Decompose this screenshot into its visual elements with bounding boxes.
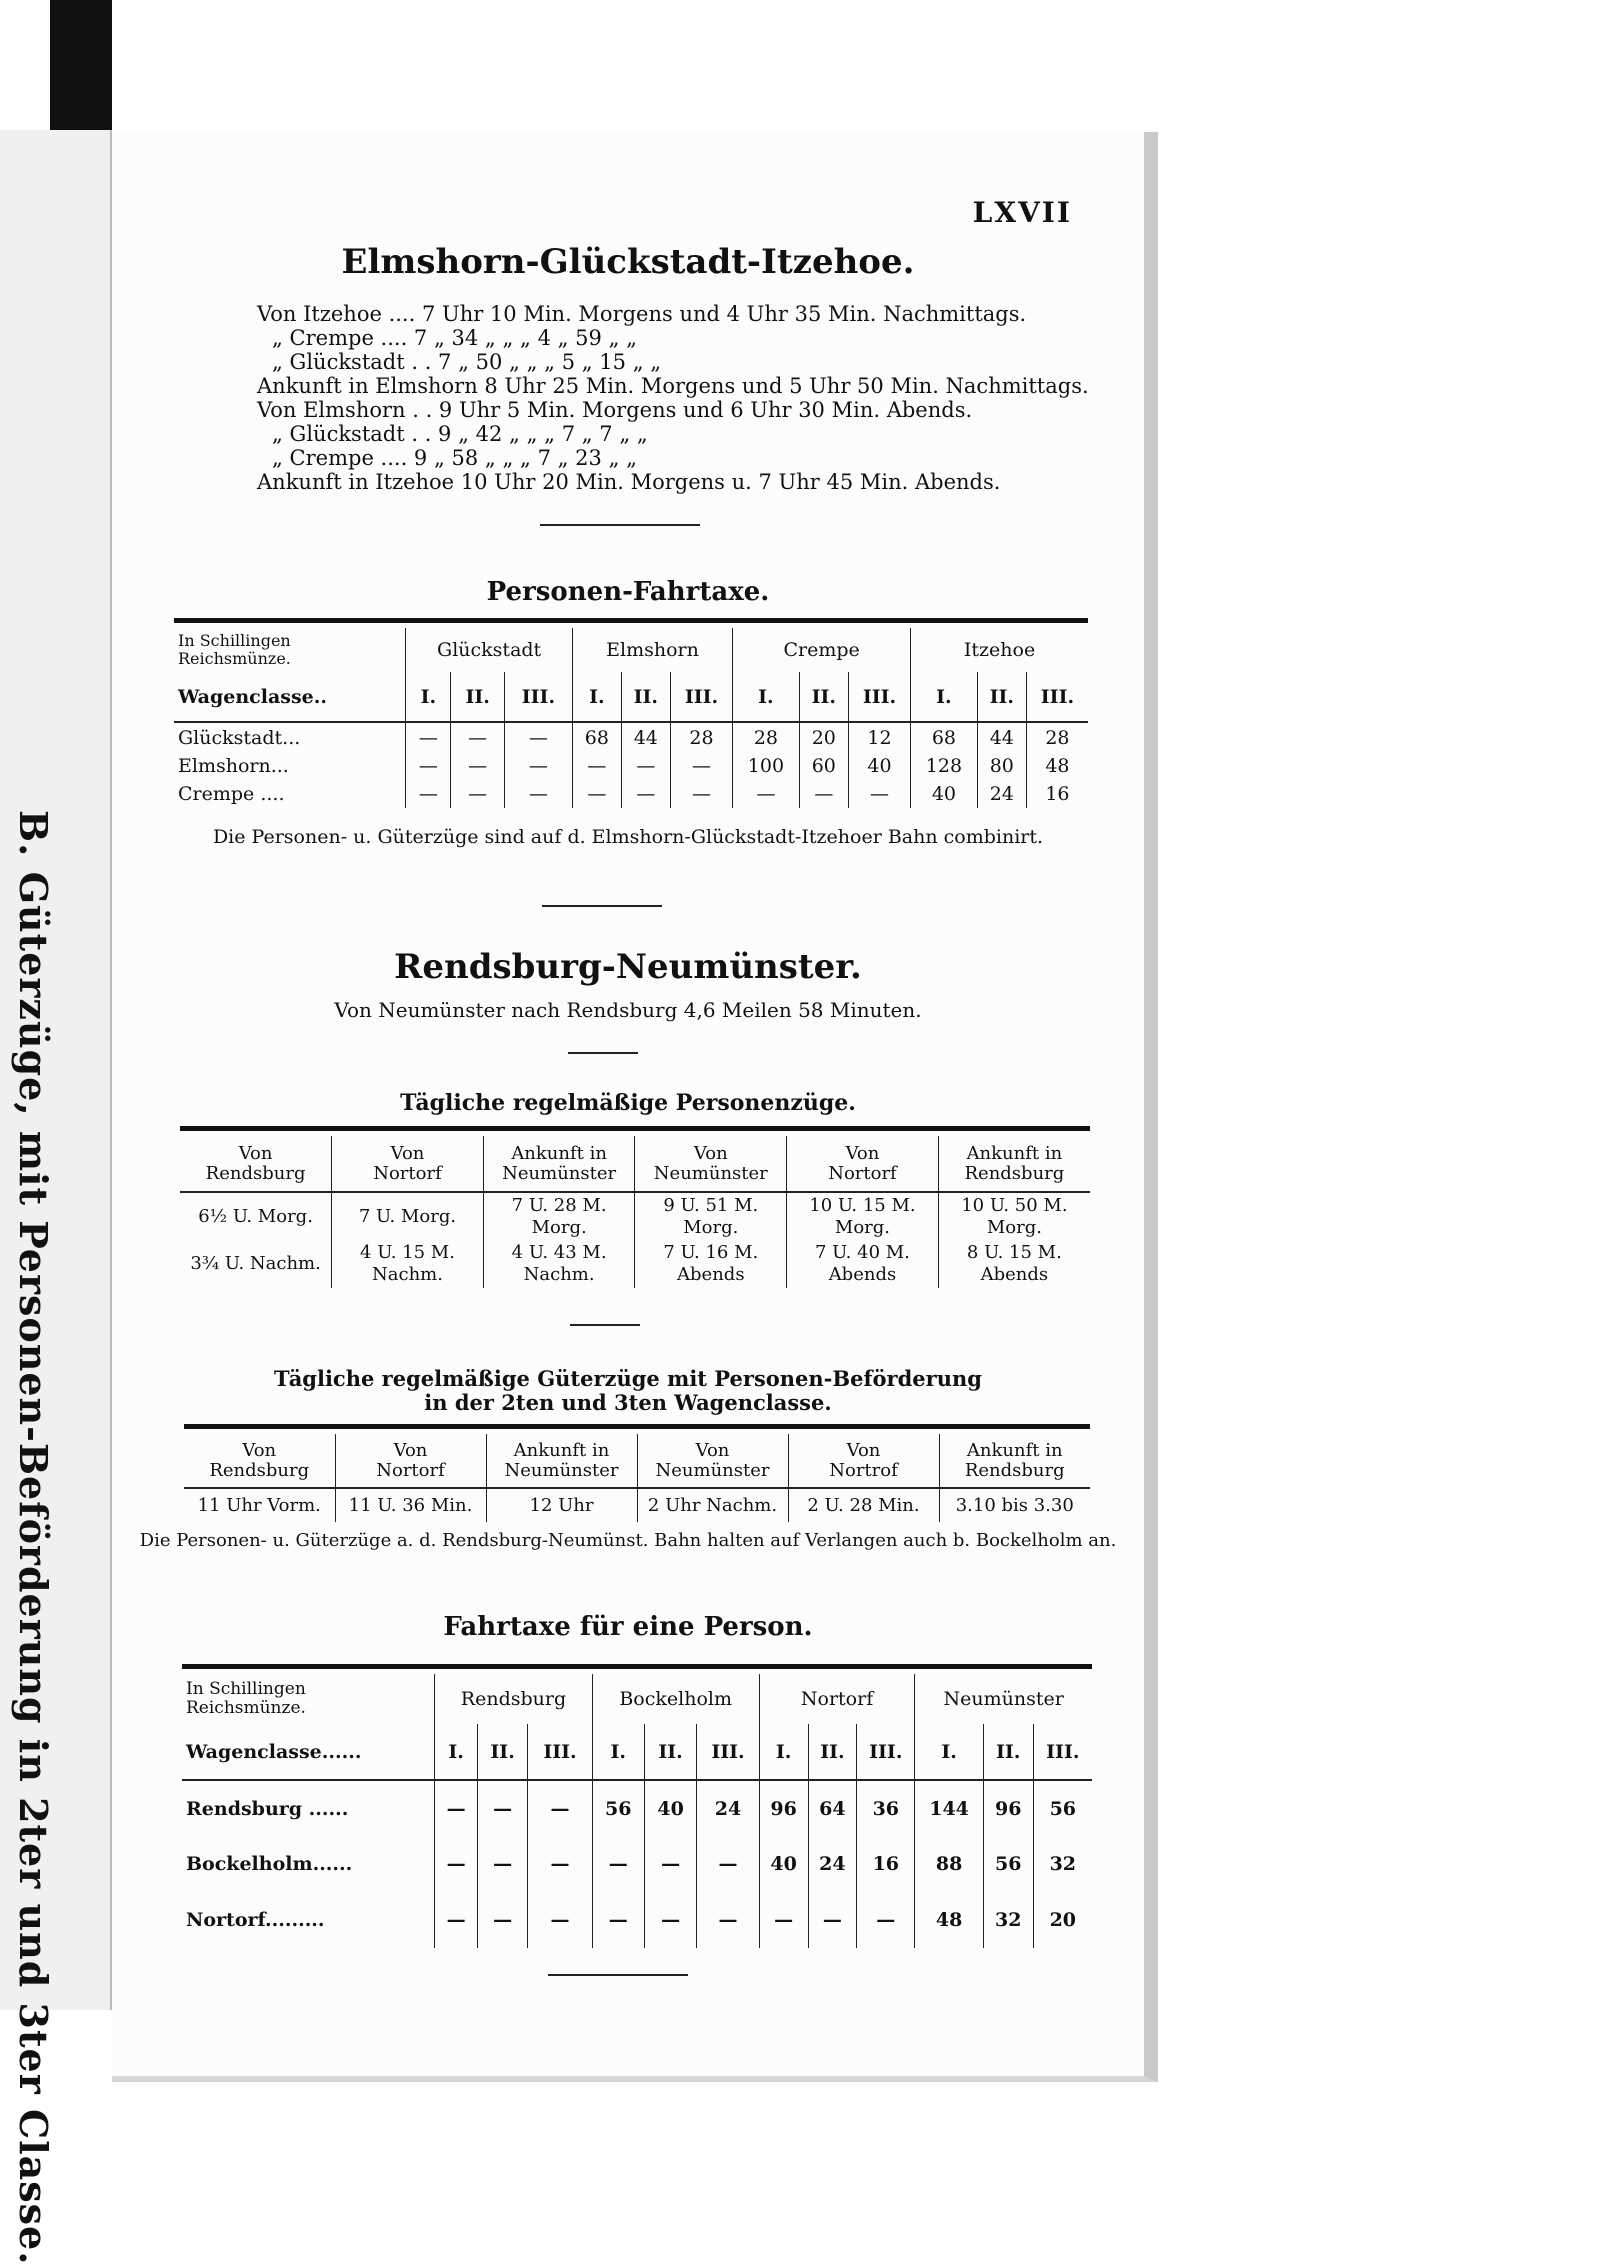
- fare-cell: 68: [911, 722, 978, 752]
- station-header: Neumünster: [915, 1674, 1092, 1724]
- time-cell: 3¾ U. Nachm.: [190, 1253, 321, 1274]
- fare-cell: —: [670, 752, 732, 780]
- divider: [540, 524, 700, 526]
- time-cell: 3.10 bis 3.30: [939, 1488, 1090, 1522]
- time-cell: 7 U. 28 M. Morg.: [483, 1192, 635, 1240]
- table-corner-label: In Schillingen Reichsmünze.: [178, 631, 291, 668]
- fare-cell: 128: [911, 752, 978, 780]
- fare-cell: —: [528, 1892, 592, 1948]
- fare-cell: —: [504, 780, 572, 808]
- fare-cell: 32: [1033, 1836, 1092, 1892]
- divider: [548, 1974, 688, 1976]
- fare-cell: 56: [1033, 1780, 1092, 1836]
- timetable-line: Ankunft in Itzehoe 10 Uhr 20 Min. Morgens u. 7 Uhr 45 Min. Abends.: [257, 470, 1001, 494]
- class-cell: III.: [857, 1724, 915, 1780]
- fare-cell: 48: [915, 1892, 983, 1948]
- column-header: Von Rendsburg: [180, 1136, 332, 1192]
- fare-table-elmshorn: [174, 628, 1088, 808]
- fare-cell: —: [697, 1892, 760, 1948]
- fare-cell: 40: [759, 1836, 808, 1892]
- fare-cell: 28: [670, 722, 732, 752]
- goods-trains-title: Tägliche regelmäßige Güterzüge mit Personen-Beförderung: [274, 1366, 982, 1391]
- column-header: Von Nortorf: [335, 1434, 486, 1488]
- goods-trains-subtitle: in der 2ten und 3ten Wagenclasse.: [424, 1390, 832, 1415]
- passenger-trains-table: [180, 1136, 1090, 1288]
- fare-cell: —: [670, 780, 732, 808]
- time-cell: 11 Uhr Vorm.: [197, 1495, 321, 1516]
- fare-cell: —: [799, 780, 848, 808]
- table-row: [174, 752, 1088, 780]
- fare-cell: —: [406, 752, 451, 780]
- goods-trains-table: [184, 1434, 1090, 1522]
- fare-cell: —: [451, 780, 505, 808]
- fare-cell: 16: [857, 1836, 915, 1892]
- station-header: Rendsburg: [435, 1674, 592, 1724]
- fare-cell: —: [857, 1892, 915, 1948]
- fare-cell: 24: [697, 1780, 760, 1836]
- fare-cell: —: [504, 722, 572, 752]
- fare-cell: 40: [644, 1780, 696, 1836]
- column-header: Von Nortrof: [788, 1434, 939, 1488]
- fare-cell: 24: [808, 1836, 857, 1892]
- class-cell: II.: [808, 1724, 857, 1780]
- fare-cell: —: [572, 752, 621, 780]
- fare-cell: —: [477, 1892, 528, 1948]
- row-label: Glückstadt...: [178, 726, 301, 749]
- fare-cell: —: [504, 752, 572, 780]
- fare-table-rendsburg: [182, 1674, 1092, 1948]
- row-label: Elmshorn...: [178, 755, 289, 777]
- fare-cell: 36: [857, 1780, 915, 1836]
- class-cell: I.: [406, 672, 451, 722]
- fare-cell: —: [592, 1892, 644, 1948]
- class-label: Wagenclasse..: [174, 672, 406, 722]
- class-cell: I.: [733, 672, 800, 722]
- fare-cell: 28: [1026, 722, 1088, 752]
- fare-table-title: Personen-Fahrtaxe.: [486, 577, 770, 607]
- fare-cell: —: [435, 1892, 477, 1948]
- fare-cell: 48: [1026, 752, 1088, 780]
- fare-cell: —: [451, 722, 505, 752]
- fare-cell: 12: [848, 722, 910, 752]
- section-title-rendsburg: Rendsburg-Neumünster.: [394, 947, 862, 987]
- fare-cell: —: [592, 1836, 644, 1892]
- station-header: Crempe: [733, 628, 911, 672]
- left-page-edge: [0, 130, 112, 2265]
- fare-cell: —: [733, 780, 800, 808]
- fare-cell: —: [435, 1836, 477, 1892]
- divider: [570, 1324, 640, 1326]
- section-subtitle: Von Neumünster nach Rendsburg 4,6 Meilen 58 Minuten.: [334, 998, 922, 1022]
- fare-cell: 40: [911, 780, 978, 808]
- column-header: Von Nortorf: [787, 1136, 939, 1192]
- fare-cell: —: [406, 722, 451, 752]
- class-cell: III.: [528, 1724, 592, 1780]
- fare-cell: 60: [799, 752, 848, 780]
- fare-cell: 100: [733, 752, 800, 780]
- table-corner-label: In Schillingen Reichsmünze.: [186, 1679, 306, 1718]
- class-cell: III.: [670, 672, 732, 722]
- fare-cell: 44: [621, 722, 670, 752]
- fare-cell: 96: [759, 1780, 808, 1836]
- book-page: [112, 132, 1158, 2082]
- time-cell: 10 U. 15 M. Morg.: [787, 1192, 939, 1240]
- fare-cell: 88: [915, 1836, 983, 1892]
- table-top-rule: [174, 618, 1088, 623]
- time-cell: 12 Uhr: [486, 1488, 637, 1522]
- fare-cell: 44: [977, 722, 1026, 752]
- class-cell: III.: [504, 672, 572, 722]
- fare-cell: —: [477, 1780, 528, 1836]
- station-header: Bockelholm: [592, 1674, 759, 1724]
- fare-cell: —: [808, 1892, 857, 1948]
- fare-cell: 80: [977, 752, 1026, 780]
- class-cell: I.: [915, 1724, 983, 1780]
- column-header: Von Nortorf: [332, 1136, 484, 1192]
- class-cell: I.: [759, 1724, 808, 1780]
- fare-cell: —: [759, 1892, 808, 1948]
- time-cell: 9 U. 51 M. Morg.: [635, 1192, 787, 1240]
- fare-cell: —: [572, 780, 621, 808]
- station-header: Itzehoe: [911, 628, 1088, 672]
- fare-cell: 56: [983, 1836, 1033, 1892]
- fare-cell: —: [477, 1836, 528, 1892]
- fare-table-2-title: Fahrtaxe für eine Person.: [443, 1612, 813, 1642]
- class-cell: II.: [799, 672, 848, 722]
- table-row: [174, 722, 1088, 752]
- station-header: Elmshorn: [572, 628, 732, 672]
- class-cell: I.: [435, 1724, 477, 1780]
- row-label: Rendsburg ......: [186, 1797, 349, 1820]
- table-top-rule: [180, 1126, 1090, 1131]
- fare-cell: —: [697, 1836, 760, 1892]
- goods-trains-note: Die Personen- u. Güterzüge a. d. Rendsburg-Neumünst. Bahn halten auf Verlangen auch b. Bockelholm an.: [139, 1530, 1117, 1551]
- fare-cell: —: [644, 1892, 696, 1948]
- class-cell: III.: [1033, 1724, 1092, 1780]
- column-header: Ankunft in Rendsburg: [939, 1434, 1090, 1488]
- section-title-elmshorn: Elmshorn-Glückstadt-Itzehoe.: [341, 242, 915, 282]
- fare-cell: —: [451, 752, 505, 780]
- table-row: [182, 1780, 1092, 1836]
- table-row: [182, 1836, 1092, 1892]
- time-cell: 7 U. 40 M. Abends: [787, 1240, 939, 1288]
- fare-cell: 96: [983, 1780, 1033, 1836]
- divider: [542, 905, 662, 907]
- class-cell: III.: [697, 1724, 760, 1780]
- class-cell: II.: [983, 1724, 1033, 1780]
- column-header: Ankunft in Rendsburg: [938, 1136, 1090, 1192]
- row-label: Crempe ....: [178, 783, 285, 805]
- fare-cell: 20: [1033, 1892, 1092, 1948]
- time-cell: 4 U. 43 M. Nachm.: [483, 1240, 635, 1288]
- timetable-line: Von Elmshorn . . 9 Uhr 5 Min. Morgens und 6 Uhr 30 Min. Abends.: [257, 398, 973, 422]
- time-cell: 2 Uhr Nachm.: [637, 1488, 788, 1522]
- timetable-line: „ Crempe .... 7 „ 34 „ „ „ 4 „ 59 „ „: [272, 326, 637, 350]
- fare-cell: 28: [733, 722, 800, 752]
- class-cell: I.: [572, 672, 621, 722]
- scan-edge-bar: [50, 0, 112, 140]
- class-cell: II.: [644, 1724, 696, 1780]
- time-cell: 2 U. 28 Min.: [788, 1488, 939, 1522]
- column-header: Ankunft in Neumünster: [483, 1136, 635, 1192]
- fare-cell: 144: [915, 1780, 983, 1836]
- passenger-trains-title: Tägliche regelmäßige Personenzüge.: [400, 1090, 856, 1116]
- class-cell: I.: [911, 672, 978, 722]
- timetable-line: „ Glückstadt . . 7 „ 50 „ „ „ 5 „ 15 „ „: [272, 350, 662, 374]
- time-cell: 7 U. Morg.: [332, 1192, 484, 1240]
- table-row: [182, 1892, 1092, 1948]
- class-cell: I.: [592, 1724, 644, 1780]
- station-header: Glückstadt: [406, 628, 573, 672]
- fare-cell: 16: [1026, 780, 1088, 808]
- timetable-line: „ Glückstadt . . 9 „ 42 „ „ „ 7 „ 7 „ „: [272, 422, 648, 446]
- class-cell: III.: [848, 672, 910, 722]
- class-cell: II.: [621, 672, 670, 722]
- time-cell: 8 U. 15 M. Abends: [938, 1240, 1090, 1288]
- class-label: Wagenclasse......: [182, 1724, 435, 1780]
- column-header: Von Neumünster: [635, 1136, 787, 1192]
- timetable-line: Von Itzehoe .... 7 Uhr 10 Min. Morgens und 4 Uhr 35 Min. Nachmittags.: [257, 302, 1027, 326]
- class-cell: II.: [451, 672, 505, 722]
- fare-cell: —: [406, 780, 451, 808]
- fare-cell: —: [621, 780, 670, 808]
- row-label: Nortorf.........: [186, 1909, 325, 1931]
- fare-cell: —: [848, 780, 910, 808]
- column-header: Von Neumünster: [637, 1434, 788, 1488]
- time-cell: 4 U. 15 M. Nachm.: [332, 1240, 484, 1288]
- table-top-rule: [184, 1424, 1090, 1429]
- row-label: Bockelholm......: [186, 1853, 353, 1875]
- table-top-rule: [182, 1664, 1092, 1669]
- fare-cell: —: [528, 1836, 592, 1892]
- fare-cell: 56: [592, 1780, 644, 1836]
- time-cell: 7 U. 16 M. Abends: [635, 1240, 787, 1288]
- fare-cell: —: [621, 752, 670, 780]
- time-cell: 10 U. 50 M. Morg.: [938, 1192, 1090, 1240]
- column-header: Ankunft in Neumünster: [486, 1434, 637, 1488]
- fare-cell: 32: [983, 1892, 1033, 1948]
- divider: [568, 1052, 638, 1054]
- time-cell: 6½ U. Morg.: [198, 1205, 313, 1227]
- fare-cell: —: [435, 1780, 477, 1836]
- class-cell: III.: [1026, 672, 1088, 722]
- fare-cell: 64: [808, 1780, 857, 1836]
- page-number: LXVII: [972, 196, 1072, 229]
- station-header: Nortorf: [759, 1674, 915, 1724]
- table-row: [184, 1488, 1090, 1522]
- fare-cell: 20: [799, 722, 848, 752]
- fare-note: Die Personen- u. Güterzüge sind auf d. Elmshorn-Glückstadt-Itzehoer Bahn combinirt.: [212, 826, 1044, 848]
- fare-cell: 68: [572, 722, 621, 752]
- table-row: [180, 1240, 1090, 1288]
- class-cell: II.: [977, 672, 1026, 722]
- table-row: [180, 1192, 1090, 1240]
- time-cell: 11 U. 36 Min.: [335, 1488, 486, 1522]
- fare-cell: —: [644, 1836, 696, 1892]
- fare-cell: 40: [848, 752, 910, 780]
- spine-heading: B. Güterzüge, mit Personen-Beförderung in 2ter und 3ter Classe.: [11, 810, 56, 2265]
- fare-cell: —: [528, 1780, 592, 1836]
- table-row: [174, 780, 1088, 808]
- column-header: Von Rendsburg: [184, 1434, 335, 1488]
- class-cell: II.: [477, 1724, 528, 1780]
- timetable-line: „ Crempe .... 9 „ 58 „ „ „ 7 „ 23 „ „: [272, 446, 637, 470]
- fare-cell: 24: [977, 780, 1026, 808]
- timetable-line: Ankunft in Elmshorn 8 Uhr 25 Min. Morgens und 5 Uhr 50 Min. Nachmittags.: [257, 374, 1089, 398]
